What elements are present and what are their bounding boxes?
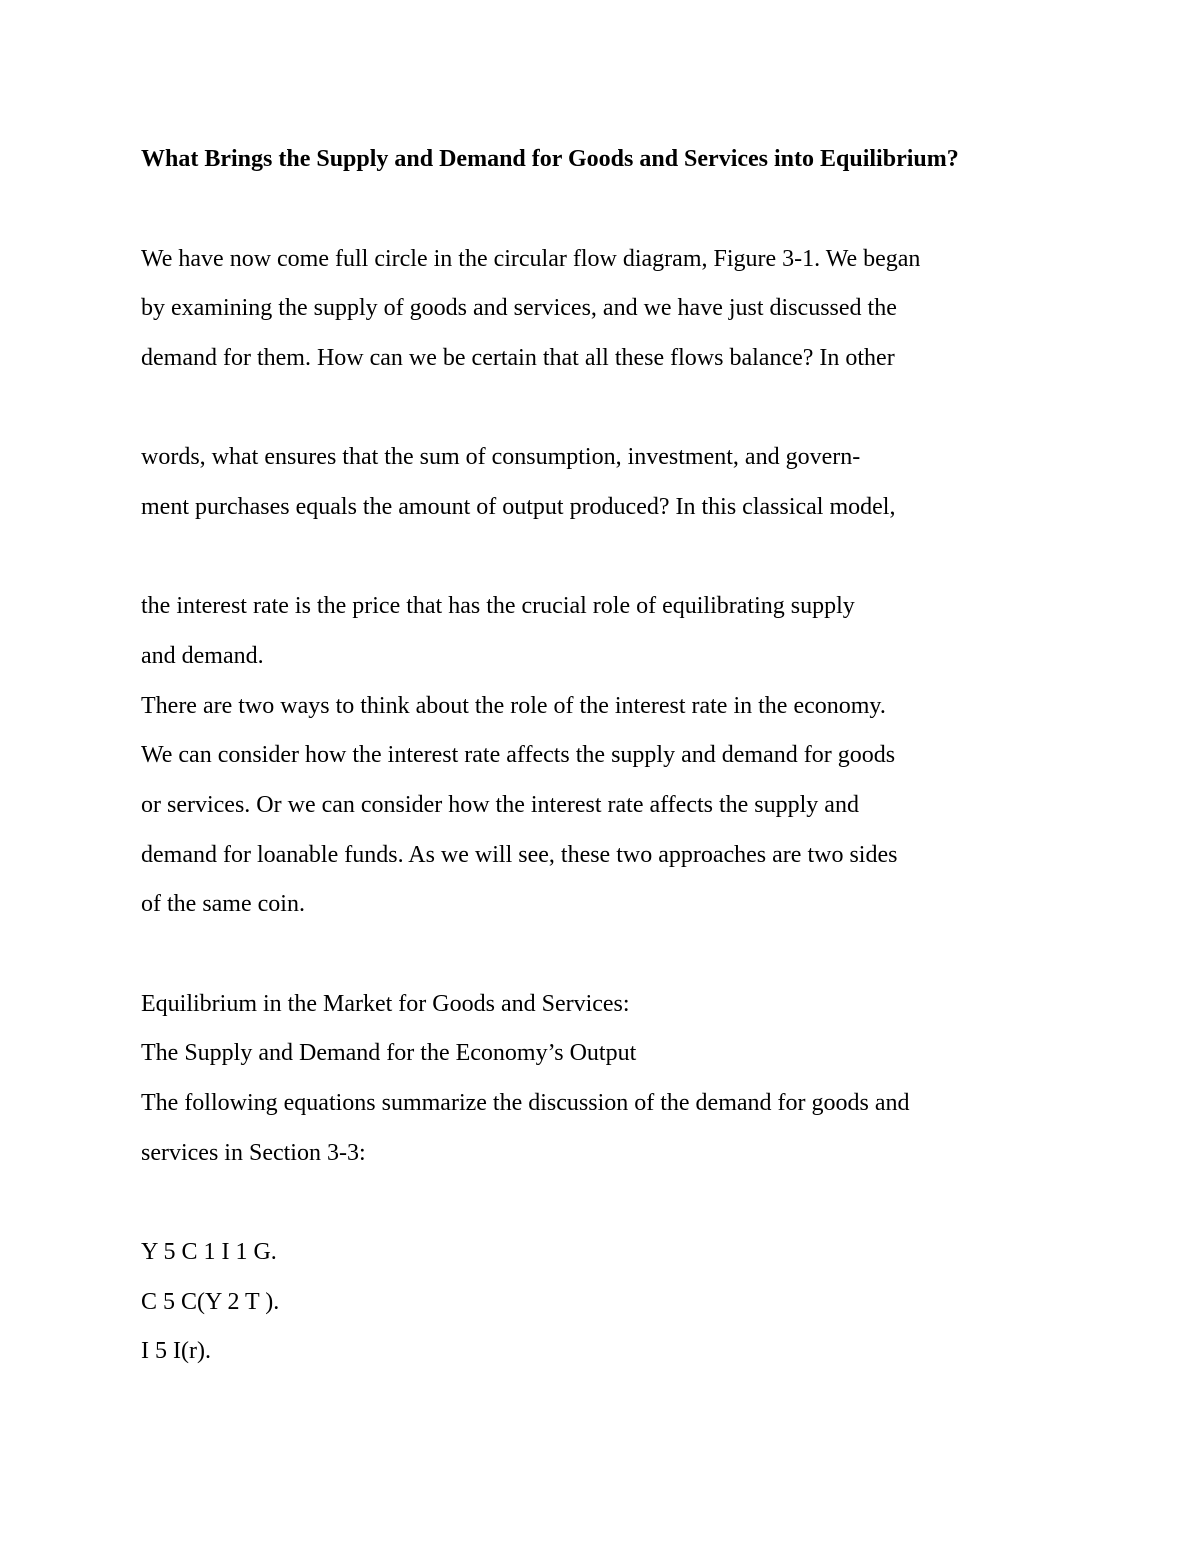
text-line: We can consider how the interest rate affects the supply and demand for goods: [141, 742, 896, 768]
text-line: demand for loanable funds. As we will see, these two approaches are two sides: [141, 842, 898, 868]
text-line: or services. Or we can consider how the interest rate affects the supply and: [141, 792, 859, 818]
text-line: words, what ensures that the sum of consumption, investment, and govern-: [141, 444, 861, 470]
text-line: demand for them. How can we be certain that all these flows balance? In other: [141, 345, 895, 371]
text-line: of the same coin.: [141, 891, 305, 917]
text-line: by examining the supply of goods and services, and we have just discussed the: [141, 295, 897, 321]
text-line: We have now come full circle in the circular flow diagram, Figure 3-1. We began: [141, 246, 921, 272]
document-title: What Brings the Supply and Demand for Goods and Services into Equilibrium?: [141, 146, 959, 172]
text-line: services in Section 3-3:: [141, 1140, 366, 1166]
section-heading: Equilibrium in the Market for Goods and Services:: [141, 991, 630, 1017]
text-line: The following equations summarize the discussion of the demand for goods and: [141, 1090, 910, 1116]
equation-line: Y 5 C 1 I 1 G.: [141, 1239, 277, 1265]
section-subheading: The Supply and Demand for the Economy’s Output: [141, 1040, 637, 1066]
equation-line: C 5 C(Y 2 T ).: [141, 1289, 280, 1315]
equation-line: I 5 I(r).: [141, 1338, 211, 1364]
text-line: and demand.: [141, 643, 264, 669]
text-line: There are two ways to think about the role of the interest rate in the economy.: [141, 693, 886, 719]
text-line: the interest rate is the price that has the crucial role of equilibrating supply: [141, 593, 855, 619]
text-line: ment purchases equals the amount of output produced? In this classical model,: [141, 494, 896, 520]
